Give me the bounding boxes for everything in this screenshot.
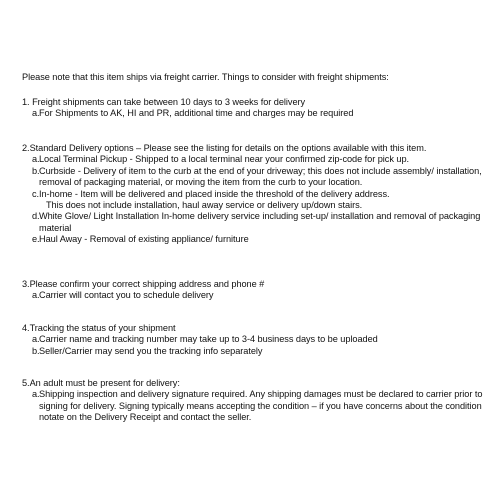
item-letter: a. — [32, 334, 40, 345]
item-text: In-home - Item will be delivered and placed inside the threshold of the delivery address. — [39, 188, 390, 199]
section-heading — [22, 378, 488, 389]
sub-list — [22, 108, 488, 119]
section-number: 3. — [22, 279, 30, 289]
list-item — [22, 334, 488, 345]
item-text: Seller/Carrier may send you the tracking info separately — [39, 345, 263, 356]
item-text: Carrier will contact you to schedule delivery — [39, 290, 214, 301]
item-continuation: This does not include installation, haul away service or delivery up/down stairs. — [46, 200, 363, 211]
item-letter: a. — [32, 389, 40, 400]
sub-list — [22, 290, 488, 301]
item-letter: c. — [32, 188, 40, 199]
list-item — [22, 189, 488, 212]
section-text: Freight shipments can take between 10 days to 3 weeks for delivery — [32, 97, 306, 107]
section-adult-present — [22, 378, 488, 424]
section-heading — [22, 97, 488, 108]
list-item — [22, 108, 488, 119]
section-text: Tracking the status of your shipment — [29, 323, 176, 333]
item-letter: b. — [32, 345, 40, 356]
list-item — [22, 290, 488, 301]
item-letter: a. — [32, 290, 40, 301]
section-heading — [22, 143, 488, 154]
item-text: White Glove/ Light Installation In-home delivery service including set-up/ installation and removal of packaging material — [39, 211, 481, 233]
sub-list — [22, 334, 488, 357]
section-number: 1. — [22, 97, 30, 107]
item-letter: e. — [32, 234, 40, 245]
item-letter: a. — [32, 108, 40, 119]
section-confirm-address — [22, 279, 488, 302]
list-item — [22, 346, 488, 357]
list-item — [22, 234, 488, 245]
item-text: For Shipments to AK, HI and PR, additional time and charges may be required — [39, 108, 354, 119]
section-heading — [22, 323, 488, 334]
section-heading — [22, 279, 488, 290]
section-delivery-options — [22, 143, 488, 246]
intro-text: Please note that this item ships via freight carrier. Things to consider with freight shipments: — [22, 72, 389, 82]
item-letter: d. — [32, 211, 40, 222]
sub-list — [22, 154, 488, 245]
item-text: Curbside - Delivery of item to the curb at the end of your driveway; this does not include assembly/ installation, removal of packaging material, or moving the item from the curb to your location. — [39, 165, 482, 188]
section-text: Please confirm your correct shipping address and phone # — [29, 279, 265, 289]
item-text: Shipping inspection and delivery signature required. Any shipping damages must be declared to carrier prior to signing for delivery. Signing typically means accepting the condition – if you have concerns about the condition notate on the Delivery Receipt and contact the seller. — [39, 389, 483, 423]
item-letter: b. — [32, 165, 40, 176]
list-item — [22, 211, 488, 234]
section-text: An adult must be present for delivery: — [29, 378, 180, 388]
section-text: Standard Delivery options – Please see the listing for details on the options available with this item. — [29, 143, 427, 153]
list-item — [22, 166, 488, 189]
section-number: 4. — [22, 323, 30, 333]
item-letter: a. — [32, 154, 40, 165]
item-text: Haul Away - Removal of existing appliance/ furniture — [39, 234, 249, 245]
section-number: 2. — [22, 143, 30, 153]
sub-list — [22, 389, 488, 423]
list-item — [22, 154, 488, 165]
section-tracking — [22, 323, 488, 357]
list-item — [22, 389, 488, 423]
item-text: Carrier name and tracking number may take up to 3-4 business days to be uploaded — [39, 334, 378, 345]
section-number: 5. — [22, 378, 30, 388]
item-text: Local Terminal Pickup - Shipped to a local terminal near your confirmed zip-code for pick up. — [39, 154, 410, 165]
section-freight-timing — [22, 97, 488, 120]
